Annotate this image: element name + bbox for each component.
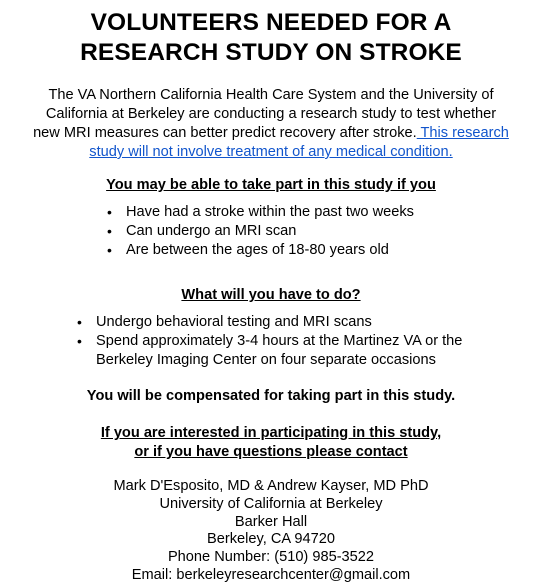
bullet-icon: • <box>107 242 112 258</box>
compensation-note: You will be compensated for taking part in this study. <box>86 388 456 404</box>
bullet-icon: • <box>77 333 82 349</box>
contact-prompt-line-1: If you are interested in participating in this study, <box>100 425 442 441</box>
eligibility-heading <box>0 176 542 195</box>
contact-email: Email: berkeleyresearchcenter@gmail.com <box>131 566 411 583</box>
contact-phone: Phone Number: (510) 985-3522 <box>167 549 375 566</box>
intro-line-4 <box>0 143 542 162</box>
tasks-heading <box>0 286 542 305</box>
eligibility-heading-text: You may be able to take part in this study if you <box>106 177 436 193</box>
tasks-list <box>77 313 463 370</box>
tasks-item-2-continuation: Berkeley Imaging Center on four separate occasions <box>96 352 436 368</box>
bullet-icon: • <box>107 204 112 220</box>
contact-names: Mark D'Esposito, MD & Andrew Kayser, MD PhD <box>113 478 429 494</box>
contact-prompt <box>0 424 542 443</box>
contact-prompt-2 <box>0 443 542 462</box>
list-item <box>77 313 462 332</box>
intro-line-1: The VA Northern California Health Care System and the University of <box>48 87 494 103</box>
eligibility-item-3: Are between the ages of 18-80 years old <box>126 242 389 258</box>
contact-prompt-line-2: or if you have questions please contact <box>134 444 408 460</box>
list-item <box>107 241 414 260</box>
disclaimer-link-part-1[interactable]: This research <box>416 125 509 141</box>
intro-line-2: California at Berkeley are conducting a research study to test whether <box>45 106 497 122</box>
contact-institution: University of California at Berkeley <box>159 495 383 512</box>
eligibility-item-2: Can undergo an MRI scan <box>126 223 297 239</box>
tasks-item-2: Spend approximately 3-4 hours at the Martinez VA or the <box>96 333 463 349</box>
tasks-item-1: Undergo behavioral testing and MRI scans <box>96 314 372 330</box>
list-item <box>107 222 414 241</box>
bullet-icon: • <box>77 314 82 330</box>
tasks-heading-text: What will you have to do? <box>181 287 361 303</box>
bullet-icon: • <box>107 223 112 239</box>
title-line-2: RESEARCH STUDY ON STROKE <box>80 39 462 66</box>
list-item-continuation <box>96 351 462 370</box>
list-item <box>77 332 463 351</box>
intro-line-3-text: new MRI measures can better predict recovery after stroke. <box>33 125 417 141</box>
eligibility-item-1: Have had a stroke within the past two weeks <box>126 204 414 220</box>
contact-building: Barker Hall <box>234 513 308 530</box>
disclaimer-link-part-2[interactable]: study will not involve treatment of any medical condition. <box>89 144 453 160</box>
intro-line-3 <box>0 124 542 143</box>
eligibility-list <box>107 203 414 260</box>
list-item <box>107 203 414 222</box>
intro-paragraph <box>0 86 542 162</box>
title-line-1: VOLUNTEERS NEEDED FOR A <box>90 9 452 36</box>
contact-city: Berkeley, CA 94720 <box>207 531 335 548</box>
contact-block <box>0 478 542 585</box>
